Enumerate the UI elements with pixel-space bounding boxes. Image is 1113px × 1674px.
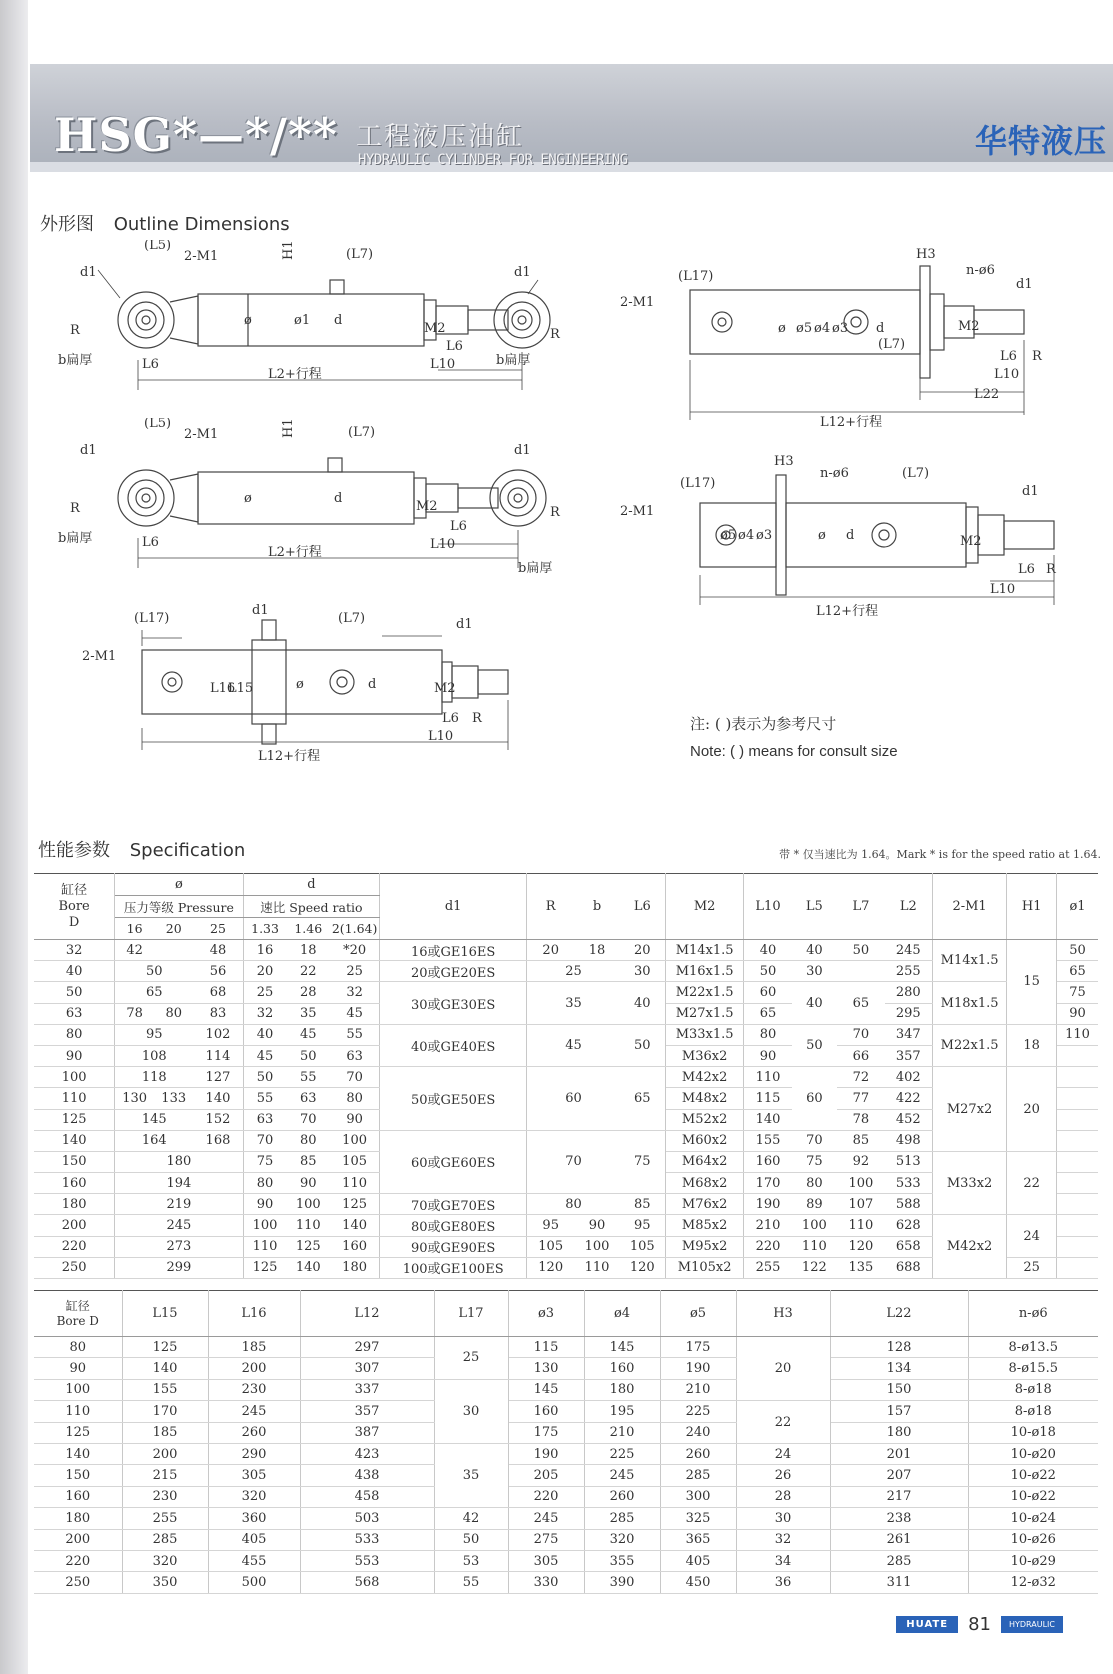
footer-hydraulic-badge: HYDRAULIC bbox=[1001, 1616, 1063, 1633]
col2-phi3: ø3 bbox=[508, 1291, 584, 1337]
col-L2: L2 bbox=[885, 874, 933, 940]
lbl-L6-1: L6 bbox=[142, 357, 159, 372]
table-row: 100 118 127 50 55 70 50或GE50ES 60 65 M42x2 110 60 72 402 M27x2 20 bbox=[34, 1067, 1098, 1088]
lbl-M1-1: 2-M1 bbox=[184, 249, 219, 264]
title-cn: 工程液压油缸 bbox=[356, 122, 525, 152]
table-row: 32 42 48 16 18 *20 16或GE16ES 20 18 20 M14x1.5 40 40 50 245 M14x1.5 15 50 bbox=[34, 940, 1098, 961]
lbl-L6-5: L6 bbox=[1018, 562, 1035, 577]
lbl-H1-2: H1 bbox=[281, 418, 296, 438]
drawing-trunnion bbox=[82, 600, 542, 780]
lbl-L22-4: L22 bbox=[974, 387, 1000, 402]
table-row: 50 65 68 25 28 32 30或GE30ES 35 40 M22x1.5 60 40 65 280 M18x1.5 75 bbox=[34, 982, 1098, 1003]
lbl-b-1: b扁厚 bbox=[58, 353, 93, 368]
page-footer bbox=[896, 1614, 1063, 1635]
lbl-d1-4: d1 bbox=[1016, 277, 1033, 292]
col-M1: 2-M1 bbox=[932, 874, 1007, 940]
lbl-L10-1: L10 bbox=[430, 357, 456, 372]
spec-heading-en: Specification bbox=[129, 840, 246, 861]
table-row: 125 145 152 63 70 90 M52x2 140 78 452 bbox=[34, 1109, 1098, 1130]
lbl-M2-5: M2 bbox=[960, 534, 982, 549]
lbl-M1-5: 2-M1 bbox=[620, 504, 655, 519]
col-p16: 16 bbox=[115, 918, 154, 940]
lbl-L7-2: (L7) bbox=[348, 425, 376, 440]
table-row: 220 320 455 553 53 305 355 405 34 285 10-ø29 bbox=[34, 1550, 1098, 1571]
lbl-L12-5: L12+行程 bbox=[816, 604, 879, 619]
lbl-b-2b: b扁厚 bbox=[518, 561, 553, 576]
col-L6: L6 bbox=[620, 874, 666, 940]
lbl-M2-1: M2 bbox=[424, 321, 446, 336]
page-number: 81 bbox=[968, 1614, 991, 1635]
drawing-clevis-2 bbox=[58, 418, 578, 593]
lbl-phi-3: ø bbox=[296, 677, 304, 692]
lbl-L2-1: L2+行程 bbox=[268, 367, 322, 382]
col-bore: 缸径 Bore D bbox=[34, 874, 115, 940]
lbl-H3-4: H3 bbox=[916, 247, 936, 262]
page-edge bbox=[0, 0, 28, 1674]
lbl-phi-4: ø bbox=[778, 321, 786, 336]
lbl-d-2: d bbox=[334, 491, 343, 506]
model-code: HSG*—*/** bbox=[54, 108, 338, 162]
speed-ratio-note: 带 * 仅当速比为 1.64。Mark * is for the speed ratio at 1.64. bbox=[779, 848, 1101, 861]
lbl-H1-1: H1 bbox=[281, 240, 296, 260]
lbl-R-1: R bbox=[70, 323, 80, 338]
table-row: 140 200 290 423 35 190 225 260 24 201 10-ø20 bbox=[34, 1443, 1098, 1464]
table-row: 110 170 245 357 160 195 225 22 157 8-ø18 bbox=[34, 1401, 1098, 1422]
table-row: 110 130 133 140 55 63 80 M48x2 115 77 422 bbox=[34, 1088, 1098, 1109]
footer-brand-badge: HUATE bbox=[896, 1616, 958, 1633]
col-L5: L5 bbox=[792, 874, 838, 940]
lbl-L17-4: (L17) bbox=[678, 269, 714, 284]
lbl-M1-4: 2-M1 bbox=[620, 295, 655, 310]
col2-H3: H3 bbox=[736, 1291, 830, 1337]
table-row: 160 230 320 458 220 260 300 28 217 10-ø22 bbox=[34, 1486, 1098, 1507]
table-row: 180 255 360 503 42 245 285 325 30 238 10-ø24 bbox=[34, 1508, 1098, 1529]
col2-bore: 缸径 Bore D bbox=[34, 1291, 122, 1337]
lbl-d1-5: d1 bbox=[1022, 484, 1039, 499]
spec-heading bbox=[38, 836, 245, 862]
col-speed-ratio: 速比 Speed ratio bbox=[243, 896, 380, 918]
lbl-phi5-5: ø5 bbox=[720, 528, 737, 543]
table-row: 160 194 80 90 110 M68x2 170 80 100 533 bbox=[34, 1173, 1098, 1194]
lbl-L7-5: (L7) bbox=[902, 466, 930, 481]
drawing-rear-flange bbox=[620, 240, 1080, 440]
lbl-M1-3: 2-M1 bbox=[82, 649, 117, 664]
table-row: 90 140 200 307 130 160 190 134 8-ø15.5 bbox=[34, 1358, 1098, 1379]
header-banner bbox=[30, 64, 1113, 172]
table-row: 150 180 75 85 105 M64x2 160 75 92 513 M33x2 22 bbox=[34, 1151, 1098, 1172]
col-b: b bbox=[574, 874, 620, 940]
col-p25: 25 bbox=[193, 918, 243, 940]
table-row: 220 273 110 125 160 90或GE90ES 105 100 105 M95x2 220 110 120 658 bbox=[34, 1236, 1098, 1257]
lbl-L5-2: (L5) bbox=[144, 418, 172, 431]
outline-heading-cn: 外形图 bbox=[40, 214, 94, 235]
col2-phi4: ø4 bbox=[584, 1291, 660, 1337]
lbl-L17-5: (L17) bbox=[680, 476, 716, 491]
col-s2: 2(1.64) bbox=[330, 918, 380, 940]
lbl-d-4: d bbox=[876, 321, 885, 336]
lbl-R-2b: R bbox=[550, 505, 560, 520]
lbl-n6-5: n-ø6 bbox=[820, 466, 849, 481]
lbl-phi4-5: ø4 bbox=[738, 528, 755, 543]
lbl-d1-1: d1 bbox=[80, 265, 97, 280]
col-d: d bbox=[243, 874, 380, 896]
table-row: 40 50 56 20 22 25 20或GE20ES 25 30 M16x1.5 50 30 255 65 bbox=[34, 961, 1098, 982]
lbl-R-3: R bbox=[472, 711, 482, 726]
lbl-d1-2b: d1 bbox=[514, 443, 531, 458]
lbl-d-5: d bbox=[846, 528, 855, 543]
lbl-R-1b: R bbox=[550, 327, 560, 342]
lbl-phi-2: ø bbox=[244, 491, 252, 506]
note-cn: 注: ( )表示为参考尺寸 bbox=[690, 715, 837, 733]
lbl-phi4-4: ø4 bbox=[814, 321, 831, 336]
table-row: 150 215 305 438 205 245 285 26 207 10-ø22 bbox=[34, 1465, 1098, 1486]
col-pressure: 压力等级 Pressure bbox=[115, 896, 243, 918]
lbl-L7-4: (L7) bbox=[878, 337, 906, 352]
col-L7: L7 bbox=[837, 874, 885, 940]
lbl-phi-5: ø bbox=[818, 528, 826, 543]
col2-L15: L15 bbox=[122, 1291, 208, 1337]
col-M2: M2 bbox=[665, 874, 744, 940]
lbl-phi3-5: ø3 bbox=[756, 528, 773, 543]
lbl-b-1b: b扁厚 bbox=[496, 353, 531, 368]
table-row: 180 219 90 100 125 70或GE70ES 80 85 M76x2 190 89 107 588 bbox=[34, 1194, 1098, 1215]
table-row: 200 245 100 110 140 80或GE80ES 95 90 95 M85x2 210 100 110 628 M42x2 24 bbox=[34, 1215, 1098, 1236]
lbl-phi3-4: ø3 bbox=[832, 321, 849, 336]
col2-L16: L16 bbox=[208, 1291, 300, 1337]
lbl-M2-3: M2 bbox=[434, 681, 456, 696]
lbl-L6-3: L6 bbox=[442, 711, 459, 726]
col-p20: 20 bbox=[154, 918, 193, 940]
title-en: HYDRAULIC CYLINDER FOR ENGINEERING bbox=[358, 152, 628, 168]
lbl-M1-2: 2-M1 bbox=[184, 427, 219, 442]
lbl-R-4: R bbox=[1032, 349, 1042, 364]
lbl-L10-5: L10 bbox=[990, 582, 1016, 597]
note-en: Note: ( ) means for consult size bbox=[690, 743, 898, 760]
col-R: R bbox=[527, 874, 575, 940]
lbl-R-5: R bbox=[1046, 562, 1056, 577]
lbl-L6-1b: L6 bbox=[446, 339, 463, 354]
lbl-n6-4: n-ø6 bbox=[966, 263, 995, 278]
lbl-M2-4: M2 bbox=[958, 319, 980, 334]
lbl-M2-2: M2 bbox=[416, 499, 438, 514]
lbl-L16-3: L16 bbox=[210, 681, 236, 696]
lbl-phi-1: ø bbox=[244, 313, 252, 328]
table-row: 80 95 102 40 45 55 40或GE40ES 45 50 M33x1.5 80 50 70 347 M22x1.5 18 110 bbox=[34, 1024, 1098, 1045]
lbl-d1-1b: d1 bbox=[514, 265, 531, 280]
lbl-d-3: d bbox=[368, 677, 377, 692]
brand-logo: 华特液压 bbox=[974, 122, 1107, 160]
col-d1: d1 bbox=[380, 874, 527, 940]
outline-heading bbox=[40, 210, 290, 236]
spec-heading-cn: 性能参数 bbox=[38, 840, 110, 861]
col-s133: 1.33 bbox=[243, 918, 286, 940]
col2-L12: L12 bbox=[300, 1291, 434, 1337]
lbl-L15-3: L15 bbox=[228, 681, 254, 696]
col2-L17: L17 bbox=[434, 1291, 508, 1337]
table-row: 200 285 405 533 50 275 320 365 32 261 10-ø26 bbox=[34, 1529, 1098, 1550]
table-row: 100 155 230 337 30 145 180 210 150 8-ø18 bbox=[34, 1379, 1098, 1400]
col2-L22: L22 bbox=[830, 1291, 968, 1337]
lbl-b-2: b扁厚 bbox=[58, 531, 93, 546]
lbl-L2-2: L2+行程 bbox=[268, 545, 322, 560]
lbl-L17-3: (L17) bbox=[134, 611, 170, 626]
col-phi1: ø1 bbox=[1057, 874, 1098, 940]
lbl-L6-2b: L6 bbox=[450, 519, 467, 534]
lbl-phi5-4: ø5 bbox=[796, 321, 813, 336]
lbl-L12-4: L12+行程 bbox=[820, 415, 883, 430]
col-L10: L10 bbox=[744, 874, 792, 940]
drawing-front-flange bbox=[620, 445, 1080, 645]
lbl-L6-2: L6 bbox=[142, 535, 159, 550]
lbl-R-2: R bbox=[70, 501, 80, 516]
lbl-d1-3: d1 bbox=[252, 603, 269, 618]
lbl-H3-5: H3 bbox=[774, 454, 794, 469]
spec-table-1 bbox=[34, 873, 1098, 1279]
lbl-phi1-1: ø1 bbox=[294, 313, 311, 328]
table-row: 250 299 125 140 180 100或GE100ES 120 110 120 M105x2 255 122 135 688 25 bbox=[34, 1257, 1098, 1278]
table-row: 90 108 114 45 50 63 M36x2 90 66 357 bbox=[34, 1045, 1098, 1066]
table-row: 63 78 80 83 32 35 45 M27x1.5 65 295 90 bbox=[34, 1003, 1098, 1024]
table-row: 125 185 260 387 175 210 240 180 10-ø18 bbox=[34, 1422, 1098, 1443]
table-row: 140 164 168 70 80 100 60或GE60ES 70 75 M60x2 155 70 85 498 bbox=[34, 1130, 1098, 1151]
table-row: 80 125 185 297 25 115 145 175 20 128 8-ø13.5 bbox=[34, 1337, 1098, 1358]
lbl-L6-4: L6 bbox=[1000, 349, 1017, 364]
table-row: 250 350 500 568 55 330 390 450 36 311 12-ø32 bbox=[34, 1572, 1098, 1593]
col2-phi5: ø5 bbox=[660, 1291, 736, 1337]
lbl-L10-4: L10 bbox=[994, 367, 1020, 382]
lbl-d1-3b: d1 bbox=[456, 617, 473, 632]
col-H1: H1 bbox=[1007, 874, 1057, 940]
lbl-L10-2: L10 bbox=[430, 537, 456, 552]
lbl-d1-2: d1 bbox=[80, 443, 97, 458]
lbl-L10-3: L10 bbox=[428, 729, 454, 744]
col2-n6: n-ø6 bbox=[968, 1291, 1098, 1337]
lbl-L7-1: (L7) bbox=[346, 247, 374, 262]
lbl-L5-1: (L5) bbox=[144, 240, 172, 253]
spec-table-2 bbox=[34, 1290, 1098, 1594]
drawing-clevis-1 bbox=[58, 240, 578, 415]
outline-heading-en: Outline Dimensions bbox=[113, 214, 290, 235]
lbl-d-1: d bbox=[334, 313, 343, 328]
col-s146: 1.46 bbox=[287, 918, 330, 940]
lbl-L7-3: (L7) bbox=[338, 611, 366, 626]
lbl-L12-3: L12+行程 bbox=[258, 749, 321, 764]
col-phi: ø bbox=[115, 874, 243, 896]
